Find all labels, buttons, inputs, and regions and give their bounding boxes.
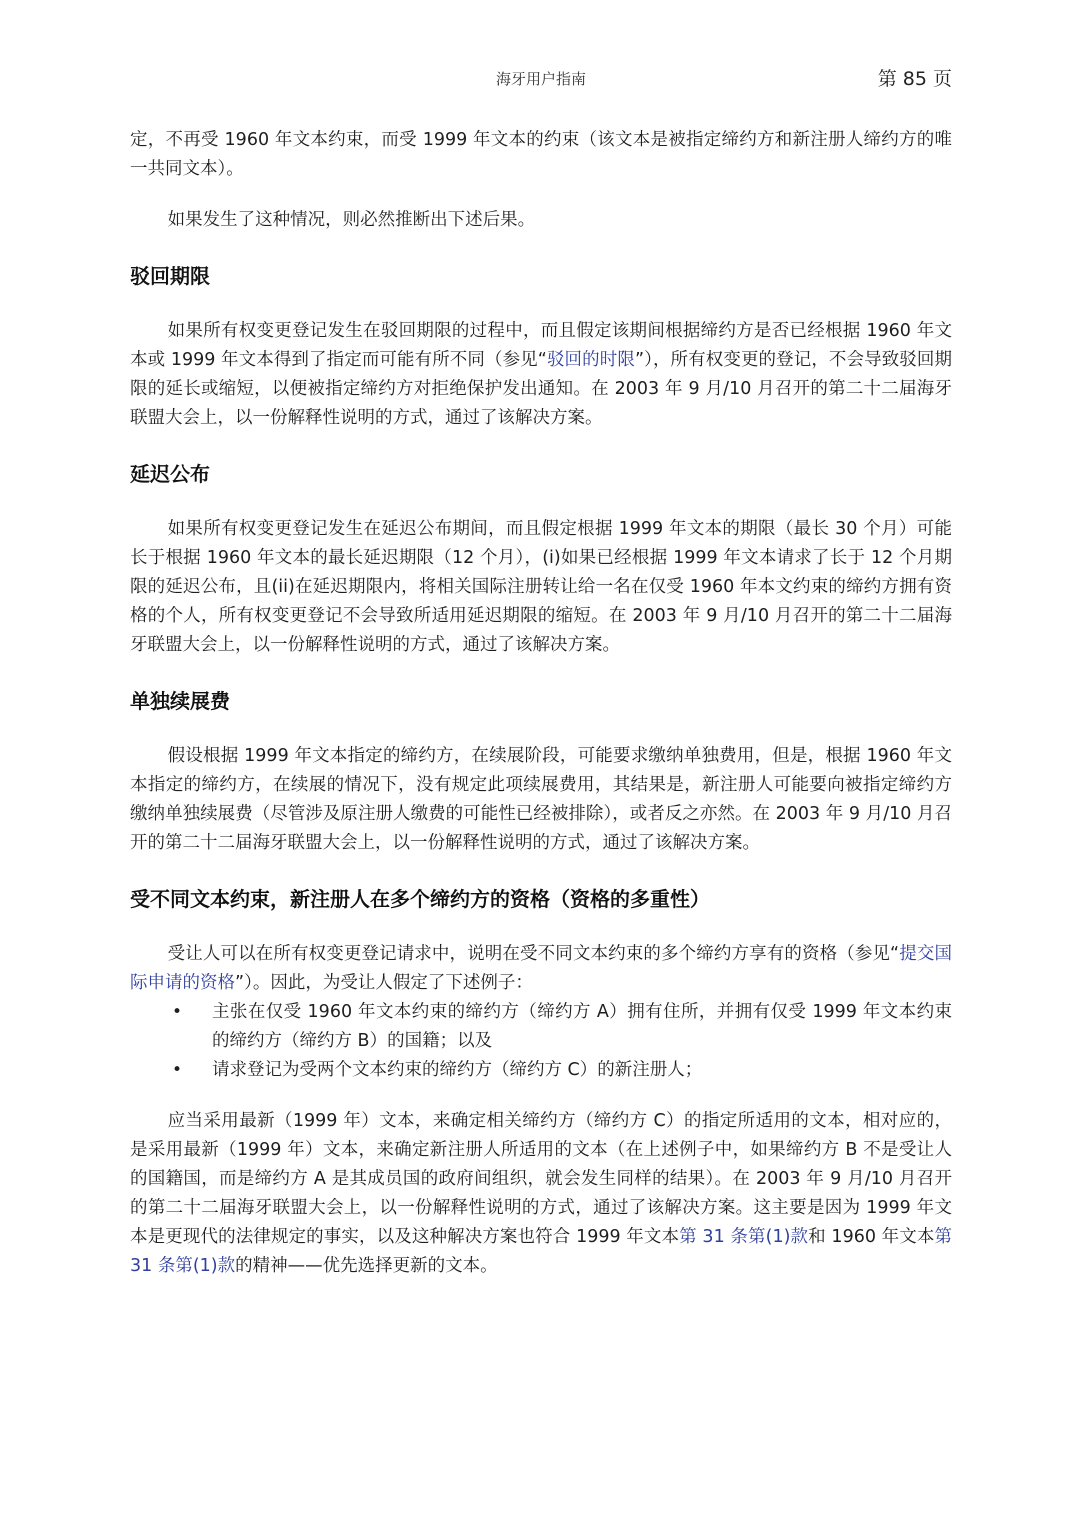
list-item (130, 998, 952, 1056)
section-heading-individual-renewal-fee: 单独续展费 (130, 689, 230, 713)
list-item-text: 主张在仅受 1960 年文本约束的缔约方（缔约方 A）拥有住所，并拥有仅受 1999 年文本约束的缔约方（缔约方 B）的国籍；以及 (212, 1002, 952, 1051)
bullet-icon: • (172, 1060, 183, 1080)
section-heading-deferred-publication: 延迟公布 (130, 462, 210, 486)
bullet-icon: • (172, 1002, 183, 1022)
header-title: 海牙用户指南 (495, 70, 586, 88)
paragraph-text: 的精神——优先选择更新的文本。 (235, 1256, 498, 1276)
section-paragraph-multiple-entitlement-conclusion (130, 1107, 952, 1281)
link-rejection-time-limit[interactable]: 驳回的时限 (546, 350, 635, 370)
intro-paragraph-continued: 定，不再受 1960 年文本约束，而受 1999 年文本的约束（该文本是被指定缔约方和新注册人缔约方的唯一共同文本）。 (130, 130, 952, 179)
paragraph-text: 受让人可以在所有权变更登记请求中，说明在受不同文本约束的多个缔约方享有的资格（参见“ (167, 944, 900, 964)
paragraph-text: ”），所有权变更的登记，不会导致驳回期限的延长或缩短，以便被指定缔约方对拒绝保护发出通知。在 2003 年 9 月/10 月召开的第二十二届海牙联盟大会上，以一份解释性说明的方式，通过了该解决方案。 (130, 350, 953, 428)
page-content (130, 126, 952, 1281)
paragraph-text: 应当采用最新（1999 年）文本，来确定相关缔约方（缔约方 C）的指定所适用的文本，相对应的，是采用最新（1999 年）文本，来确定新注册人所适用的文本（在上述例子中，如果缔约方 B 不是受让人的国籍国，而是缔约方 A 是其成员国的政府间组织，就会发生同样的结果）。在 2003 年 9 月/10 月召开的第二十二届海牙联盟大会上，以一份解释性说明的方式，通过了该解决方案。这主要是因为 1999 年文本是更现代的法律规定的事实，以及这种解决方案也符合 1999 年文本 (130, 1111, 952, 1247)
section-paragraph-deferred-publication: 如果所有权变更登记发生在延迟公布期间，而且假定根据 1999 年文本的期限（最长 30 个月）可能长于根据 1960 年文本的最长延迟期限（12 个月），(i)如果已经根据 1999 年文本请求了长于 12 个月期限的延迟公布，且(ii)在延迟期限内，将相关国际注册转让给一名在仅受 1960 年本文约束的缔约方拥有资格的个人，所有权变更登记不会导致所适用延迟期限的缩短。在 2003 年 9 月/10 月召开的第二十二届海牙联盟大会上，以一份解释性说明的方式，通过了该解决方案。 (130, 519, 952, 655)
paragraph-text: 和 1960 年文本 (808, 1227, 935, 1247)
page-number: 第 85 页 (877, 68, 952, 90)
paragraph-text: 如果所有权变更登记发生在驳回期限的过程中，而且假定该期间根据缔约方是否已经根据 1960 年文本或 1999 年文本得到了指定而可能有所不同（参见“ (130, 321, 952, 370)
section-paragraph-rejection-period (130, 317, 952, 433)
link-article-31-1960[interactable]: 第 31 条第(1)款 (130, 1227, 952, 1276)
page-header (130, 62, 952, 94)
intro-paragraph: 如果发生了这种情况，则必然推断出下述后果。 (167, 210, 536, 230)
example-list (130, 998, 952, 1085)
list-item-text: 请求登记为受两个文本约束的缔约方（缔约方 C）的新注册人； (212, 1060, 703, 1080)
paragraph-text: ”）。因此，为受让人假定了下述例子： (235, 973, 533, 993)
section-heading-rejection-period: 驳回期限 (130, 264, 210, 288)
section-heading-multiple-entitlement: 受不同文本约束，新注册人在多个缔约方的资格（资格的多重性） (130, 887, 710, 911)
list-item (130, 1056, 952, 1085)
section-paragraph-multiple-entitlement-intro (130, 940, 952, 998)
section-paragraph-individual-renewal-fee: 假设根据 1999 年文本指定的缔约方，在续展阶段，可能要求缴纳单独费用，但是，根据 1960 年文本指定的缔约方，在续展的情况下，没有规定此项续展费用，其结果是，新注册人可能要向被指定缔约方缴纳单独续展费（尽管涉及原注册人缴费的可能性已经被排除），或者反之亦然。在 2003 年 9 月/10 月召开的第二十二届海牙联盟大会上，以一份解释性说明的方式，通过了该解决方案。 (130, 746, 952, 853)
link-article-31-1999[interactable]: 第 31 条第(1)款 (679, 1227, 809, 1247)
link-entitlement-to-file[interactable]: 提交国际申请的资格 (130, 944, 952, 993)
